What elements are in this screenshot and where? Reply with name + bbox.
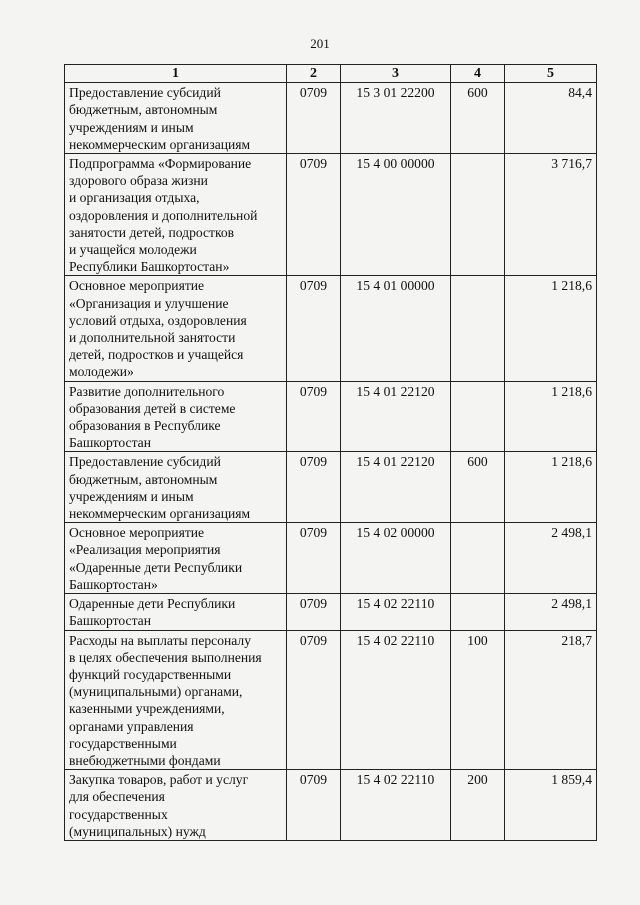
table-row <box>65 523 597 594</box>
amount-cell: 2 498,1 <box>505 523 597 594</box>
row-name-line: бюджетным, автономным <box>69 102 218 118</box>
amount-cell: 218,7 <box>505 630 597 770</box>
expense-kind-cell <box>451 523 505 594</box>
row-name-cell <box>65 381 287 452</box>
expense-kind-cell: 200 <box>451 770 505 841</box>
expense-kind-cell <box>451 381 505 452</box>
row-name-line: «Реализация мероприятия <box>69 542 221 558</box>
expense-kind-cell: 600 <box>451 83 505 154</box>
expense-kind-cell <box>451 594 505 630</box>
expense-kind-cell: 600 <box>451 452 505 523</box>
row-name-line: и дополнительной занятости <box>69 330 236 346</box>
row-name-cell <box>65 154 287 276</box>
table-row <box>65 381 597 452</box>
section-code-cell: 0709 <box>287 594 341 630</box>
section-code-cell: 0709 <box>287 276 341 381</box>
row-name-line: государственных <box>69 806 168 822</box>
row-name-line: Башкортостан» <box>69 576 158 592</box>
row-name-line: Республики Башкортостан» <box>69 259 230 275</box>
row-name-line: Одаренные дети Республики <box>69 596 236 612</box>
table-row <box>65 630 597 770</box>
row-name-line: некоммерческим организациям <box>69 506 251 522</box>
amount-cell: 1 859,4 <box>505 770 597 841</box>
row-name-line: учреждениям и иным <box>69 488 194 504</box>
target-code-cell: 15 4 01 22120 <box>341 381 451 452</box>
target-code-cell: 15 4 02 22110 <box>341 594 451 630</box>
row-name-line: здорового образа жизни <box>69 173 208 189</box>
section-code-cell: 0709 <box>287 452 341 523</box>
header-col-1: 1 <box>65 65 287 83</box>
row-name-line: Башкортостан <box>69 613 151 629</box>
amount-cell: 2 498,1 <box>505 594 597 630</box>
row-name-line: в целях обеспечения выполнения <box>69 649 262 665</box>
row-name-line: условий отдыха, оздоровления <box>69 312 247 328</box>
row-name-cell <box>65 523 287 594</box>
amount-cell: 1 218,6 <box>505 381 597 452</box>
target-code-cell: 15 4 01 00000 <box>341 276 451 381</box>
header-col-4: 4 <box>451 65 505 83</box>
row-name-line: для обеспечения <box>69 789 165 805</box>
row-name-line: учреждениям и иным <box>69 119 194 135</box>
table-body <box>65 83 597 841</box>
row-name-line: детей, подростков и учащейся <box>69 347 244 363</box>
target-code-cell: 15 4 00 00000 <box>341 154 451 276</box>
target-code-cell: 15 4 02 22110 <box>341 770 451 841</box>
section-code-cell: 0709 <box>287 523 341 594</box>
row-name-line: Основное мероприятие <box>69 525 205 541</box>
header-col-5: 5 <box>505 65 597 83</box>
row-name-cell <box>65 452 287 523</box>
budget-table <box>64 64 597 841</box>
row-name-line: государственными <box>69 735 177 751</box>
row-name-line: органами управления <box>69 718 194 734</box>
row-name-line: оздоровления и дополнительной <box>69 207 258 223</box>
row-name-line: (муниципальными) органами, <box>69 684 243 700</box>
expense-kind-cell <box>451 154 505 276</box>
expense-kind-cell: 100 <box>451 630 505 770</box>
row-name-line: Закупка товаров, работ и услуг <box>69 772 249 788</box>
row-name-line: Предоставление субсидий <box>69 454 221 470</box>
row-name-cell <box>65 630 287 770</box>
target-code-cell: 15 3 01 22200 <box>341 83 451 154</box>
table-row <box>65 154 597 276</box>
row-name-line: и организация отдыха, <box>69 190 200 206</box>
expense-kind-cell <box>451 276 505 381</box>
amount-cell: 1 218,6 <box>505 276 597 381</box>
row-name-line: и учащейся молодежи <box>69 242 197 258</box>
row-name-line: Основное мероприятие <box>69 278 205 294</box>
row-name-line: бюджетным, автономным <box>69 471 218 487</box>
row-name-cell <box>65 83 287 154</box>
section-code-cell: 0709 <box>287 83 341 154</box>
table-row <box>65 770 597 841</box>
row-name-line: казенными учреждениями, <box>69 701 225 717</box>
header-row <box>65 65 597 83</box>
row-name-line: «Одаренные дети Республики <box>69 559 243 575</box>
amount-cell: 1 218,6 <box>505 452 597 523</box>
row-name-line: образования детей в системе <box>69 400 236 416</box>
table-row <box>65 276 597 381</box>
row-name-line: молодежи» <box>69 364 134 380</box>
row-name-line: Предоставление субсидий <box>69 85 221 101</box>
target-code-cell: 15 4 02 22110 <box>341 630 451 770</box>
row-name-line: внебюджетными фондами <box>69 752 221 768</box>
row-name-line: занятости детей, подростков <box>69 224 235 240</box>
page-number: 201 <box>310 36 330 51</box>
row-name-line: Башкортостан <box>69 435 151 451</box>
row-name-line: (муниципальных) нужд <box>69 823 206 839</box>
section-code-cell: 0709 <box>287 154 341 276</box>
table-row <box>65 452 597 523</box>
row-name-line: «Организация и улучшение <box>69 295 229 311</box>
row-name-cell <box>65 594 287 630</box>
row-name-cell <box>65 276 287 381</box>
amount-cell: 3 716,7 <box>505 154 597 276</box>
row-name-line: Подпрограмма «Формирование <box>69 156 252 172</box>
header-col-3: 3 <box>341 65 451 83</box>
row-name-line: функций государственными <box>69 666 232 682</box>
row-name-line: Развитие дополнительного <box>69 383 225 399</box>
target-code-cell: 15 4 01 22120 <box>341 452 451 523</box>
row-name-line: образования в Республике <box>69 418 221 434</box>
section-code-cell: 0709 <box>287 770 341 841</box>
row-name-line: Расходы на выплаты персоналу <box>69 632 251 648</box>
header-col-2: 2 <box>287 65 341 83</box>
row-name-line: некоммерческим организациям <box>69 136 251 152</box>
section-code-cell: 0709 <box>287 630 341 770</box>
row-name-cell <box>65 770 287 841</box>
amount-cell: 84,4 <box>505 83 597 154</box>
table-row <box>65 83 597 154</box>
section-code-cell: 0709 <box>287 381 341 452</box>
target-code-cell: 15 4 02 00000 <box>341 523 451 594</box>
table-row <box>65 594 597 630</box>
